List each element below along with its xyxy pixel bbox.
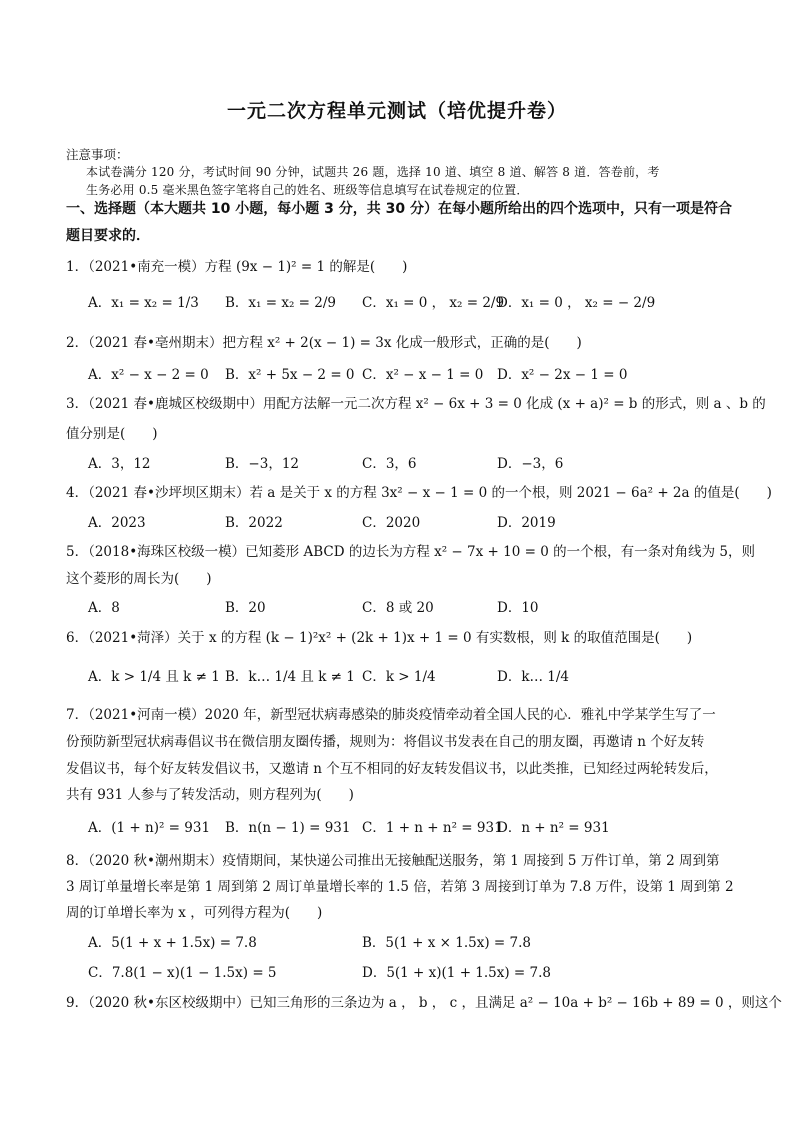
question-7-stem-cont-3: 共有 931 人参与了转发活动，则方程列为( ) [66, 787, 354, 803]
question-3-stem-cont: 值分别是( ) [66, 426, 158, 442]
question-4-option-a: A．2023 [88, 515, 146, 531]
question-2-option-b: B．x² + 5x − 2 = 0 [225, 367, 355, 383]
question-8-stem: 8．（2020 秋•潮州期末）疫情期间，某快递公司推出无接触配送服务，第 1 周接到 5 万件订单，第 2 周到第 [66, 853, 720, 869]
question-4-option-b: B．2022 [225, 515, 283, 531]
question-8-option-a: A．5(1 + x + 1.5x) = 7.8 [88, 935, 257, 951]
question-6-option-b: B．k… 1/4 且 k ≠ 1 [225, 669, 355, 685]
question-5-stem: 5．（2018•海珠区校级一模）已知菱形 ABCD 的边长为方程 x² − 7x + 10 = 0 的一个根，有一条对角线为 5，则 [66, 544, 755, 560]
question-2-option-d: D．x² − 2x − 1 = 0 [497, 367, 628, 383]
question-3-stem: 3．（2021 春•鹿城区校级期中）用配方法解一元二次方程 x² − 6x + 3 = 0 化成 (x + a)² = b 的形式，则 a 、b 的 [66, 396, 766, 412]
question-1-stem: 1．（2021•南充一模）方程 (9x − 1)² = 1 的解是( ) [66, 259, 408, 275]
question-3-option-a: A．3，12 [88, 456, 151, 472]
question-7-stem-cont-1: 份预防新型冠状病毒倡议书在微信朋友圈传播，规则为：将倡议书发表在自己的朋友圈，再邀请 n 个好友转 [66, 734, 705, 750]
question-4-option-d: D．2019 [497, 515, 556, 531]
question-7-option-d: D．n + n² = 931 [497, 820, 610, 836]
question-7-option-b: B．n(n − 1) = 931 [225, 820, 351, 836]
question-5-option-d: D．10 [497, 600, 539, 616]
question-2-option-a: A．x² − x − 2 = 0 [88, 367, 209, 383]
question-5-option-b: B．20 [225, 600, 266, 616]
question-6-option-d: D．k… 1/4 [497, 669, 570, 685]
question-4-option-c: C．2020 [362, 515, 421, 531]
question-8-option-d: D．5(1 + x)(1 + 1.5x) = 7.8 [362, 965, 552, 981]
notice-label: 注意事项： [66, 147, 129, 162]
question-8-option-b: B．5(1 + x × 1.5x) = 7.8 [362, 935, 531, 951]
question-5-option-a: A．8 [88, 600, 120, 616]
question-9-stem: 9．（2020 秋•东区校级期中）已知三角形的三条边为 a ， b ， c ，且满足 a² − 10a + b² − 16b + 89 = 0 ，则这个 [66, 995, 782, 1011]
question-3-option-c: C．3，6 [362, 456, 417, 472]
question-6-stem: 6．（2021•菏泽）关于 x 的方程 (k − 1)²x² + (2k + 1)x + 1 = 0 有实数根，则 k 的取值范围是( ) [66, 630, 693, 646]
question-8-stem-cont-1: 3 周订单量增长率是第 1 周到第 2 周订单量增长率的 1.5 倍，若第 3 周接到订单为 7.8 万件，设第 1 周到第 2 [66, 879, 734, 895]
question-7-option-a: A．(1 + n)² = 931 [88, 820, 211, 836]
question-8-stem-cont-2: 周的订单增长率为 x ，可列得方程为( ) [66, 905, 323, 921]
question-3-option-b: B．−3，12 [225, 456, 299, 472]
notice-line-2: 生务必用 0.5 毫米黑色签字笔将自己的姓名、班级等信息填写在试卷规定的位置． [86, 183, 529, 197]
question-4-stem: 4．（2021 春•沙坪坝区期末）若 a 是关于 x 的方程 3x² − x − 1 = 0 的一个根，则 2021 − 6a² + 2a 的值是( ) [66, 485, 772, 501]
question-7-stem-cont-2: 发倡议书，每个好友转发倡议书，又邀请 n 个互不相同的好友转发倡议书，以此类推，已知经过两轮转发后， [66, 761, 718, 777]
question-6-option-a: A．k > 1/4 且 k ≠ 1 [88, 669, 220, 685]
question-6-option-c: C．k > 1/4 [362, 669, 436, 685]
question-2-option-c: C．x² − x − 1 = 0 [362, 367, 484, 383]
question-1-option-c: C．x₁ = 0 ， x₂ = 2/9 [362, 295, 505, 311]
question-1-option-d: D．x₁ = 0 ， x₂ = − 2/9 [497, 295, 656, 311]
question-5-stem-cont: 这个菱形的周长为( ) [66, 571, 212, 587]
question-8-option-c: C．7.8(1 − x)(1 − 1.5x) = 5 [88, 965, 277, 981]
page-title: 一元二次方程单元测试（培优提升卷） [226, 100, 567, 122]
question-7-stem: 7．（2021•河南一模）2020 年，新型冠状病毒感染的肺炎疫情牵动着全国人民的心．雅礼中学某学生写了一 [66, 707, 716, 723]
question-2-stem: 2．（2021 春•亳州期末）把方程 x² + 2(x − 1) = 3x 化成一般形式，正确的是( ) [66, 335, 582, 351]
question-7-option-c: C．1 + n + n² = 931 [362, 820, 503, 836]
section-heading-cont: 题目要求的． [66, 228, 150, 244]
question-1-option-a: A．x₁ = x₂ = 1/3 [88, 295, 199, 311]
question-1-option-b: B．x₁ = x₂ = 2/9 [225, 295, 336, 311]
notice-line-1: 本试卷满分 120 分，考试时间 90 分钟，试题共 26 题，选择 10 道、填空 8 道、解答 8 道．答卷前，考 [86, 165, 660, 179]
question-5-option-c: C．8 或 20 [362, 600, 434, 616]
section-heading: 一、选择题（本大题共 10 小题，每小题 3 分，共 30 分）在每小题所给出的四个选项中，只有一项是符合 [66, 201, 732, 217]
question-3-option-d: D．−3，6 [497, 456, 564, 472]
